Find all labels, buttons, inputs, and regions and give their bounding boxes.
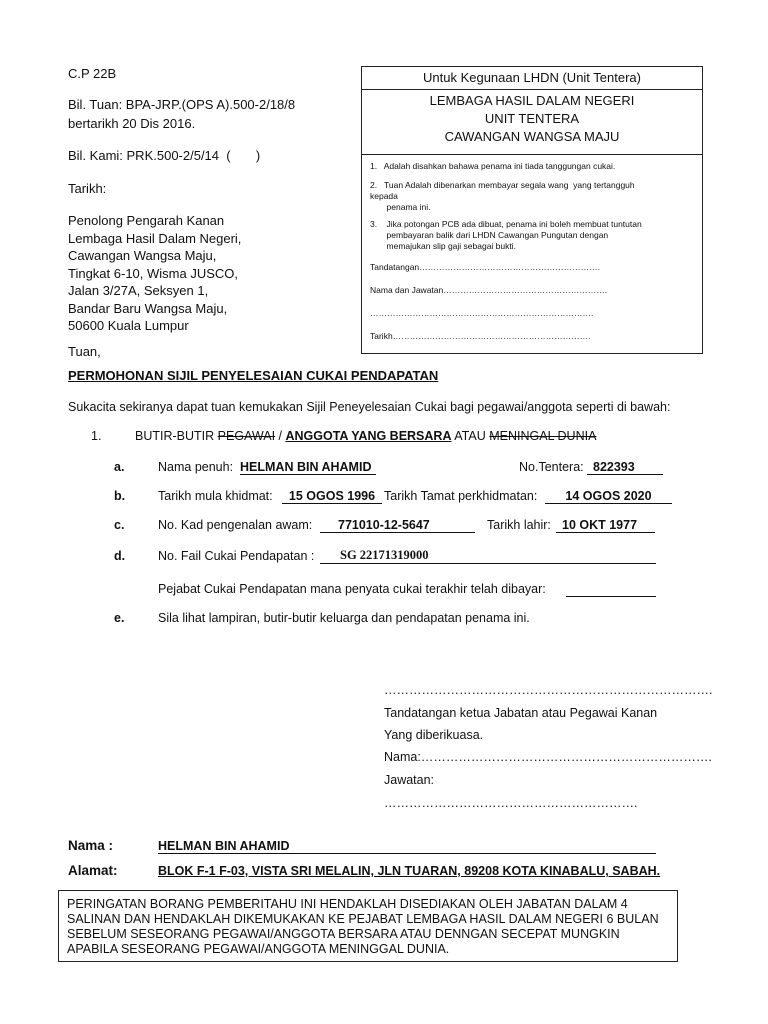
note-2: 2. Tuan Adalah dibenarkan membayar segala wang yang tertangguh bbox=[370, 180, 635, 190]
service-no-value[interactable]: 822393 bbox=[587, 460, 663, 475]
birth-date-label: Tarikh lahir: bbox=[487, 518, 551, 532]
row-letter-c: c. bbox=[114, 518, 125, 532]
note-2-line: penama ini. bbox=[370, 202, 431, 212]
slash: / bbox=[275, 429, 286, 443]
signature-caption-2: Yang diberikuasa. bbox=[384, 728, 484, 742]
note-3-line: memajukan slip gaji sebagai bukti. bbox=[370, 241, 516, 251]
their-reference: Bil. Tuan: BPA-JRP.(OPS A).500-2/18/8 bbox=[68, 97, 296, 112]
note-1: 1. Adalah disahkan bahawa penama ini tiada tanggungan cukai. bbox=[370, 161, 616, 171]
signer-position-label: Jawatan: bbox=[384, 773, 435, 787]
subject-heading: PERMOHONAN SIJIL PENYELESAIAN CUKAI PENDAPATAN bbox=[68, 368, 439, 383]
lhdn-org-block bbox=[362, 90, 702, 155]
signer-position-field[interactable]: ……………………………………………………. bbox=[384, 796, 638, 810]
address-label: Alamat: bbox=[68, 863, 118, 878]
address-line: Jalan 3/27A, Seksyen 1, bbox=[68, 283, 209, 298]
tax-office-field[interactable] bbox=[566, 582, 656, 597]
address-line: Lembaga Hasil Dalam Negeri, bbox=[68, 230, 242, 246]
attachment-note: Sila lihat lampiran, butir-butir keluarga dan pendapatan penama ini. bbox=[158, 611, 530, 625]
row-letter-b: b. bbox=[114, 489, 126, 503]
officer-name-title-field[interactable]: Nama dan Jawatan…………………………………………………. bbox=[370, 285, 608, 295]
struck-option-pegawai: PEGAWAI bbox=[217, 429, 276, 443]
row-letter-e: e. bbox=[114, 611, 125, 625]
item-heading bbox=[135, 429, 596, 443]
head-signature-field[interactable]: ……………………………………………………………………. bbox=[384, 683, 713, 697]
note-2-line: kepada bbox=[370, 191, 398, 201]
row-letter-a: a. bbox=[114, 460, 125, 474]
full-name-value[interactable]: HELMAN BIN AHAMID bbox=[240, 460, 376, 475]
warning-notice: PERINGATAN BORANG PEMBERITAHU INI HENDAKLAH DISEDIAKAN OLEH JABATAN DALAM 4 SALINAN DAN HENDAKLAH DIKEMUKAKAN KE PEJABAT LEMBAGA HASIL DALAM NEGERI 6 BULAN SEBELUM SESEORANG PEGAWAI/ANGGOTA BERSARA ATAU DENNGAN SECEPAT MUNGKIN APABILA SESEORANG PEGAWAI/ANGGOTA MENINGGAL DUNIA. bbox=[58, 890, 678, 962]
ic-number-label: No. Kad pengenalan awam: bbox=[158, 518, 313, 532]
item-number: 1. bbox=[91, 429, 102, 443]
address-line: Bandar Baru Wangsa Maju, bbox=[68, 300, 228, 316]
address-line: Penolong Pengarah Kanan bbox=[68, 213, 225, 228]
struck-option-meninggal: MENINGAL DUNIA bbox=[489, 429, 597, 443]
atau-text: ATAU bbox=[451, 429, 490, 443]
lhdn-box-title: Untuk Kegunaan LHDN (Unit Tentera) bbox=[362, 67, 702, 90]
lhdn-notes bbox=[362, 155, 702, 342]
name-value[interactable]: HELMAN BIN AHAMID bbox=[158, 839, 656, 854]
address-line: 50600 Kuala Lumpur bbox=[68, 318, 189, 333]
intro-text: Sukacita sekiranya dapat tuan kemukakan Sijil Peneyelesaian Cukai bagi pegawai/anggota seperti di bawah: bbox=[68, 400, 671, 414]
service-no-label: No.Tentera: bbox=[519, 460, 584, 474]
officer-signature-field[interactable]: Tandatangan………………………………………………………. bbox=[370, 262, 601, 272]
tax-file-value[interactable]: SG 22171319000 bbox=[320, 548, 656, 564]
service-end-value[interactable]: 14 OGOS 2020 bbox=[545, 489, 672, 504]
date-label: Tarikh: bbox=[68, 181, 107, 196]
note-3-line: pembayaran balik dari LHDN Cawangan Pungutan dengan bbox=[370, 230, 609, 240]
full-name-label: Nama penuh: bbox=[158, 460, 234, 474]
signature-caption: Tandatangan ketua Jabatan atau Pegawai Kanan bbox=[384, 706, 658, 720]
signer-name-field[interactable]: Nama:……………………………………………………………. bbox=[384, 750, 712, 764]
address-line: Cawangan Wangsa Maju, bbox=[68, 248, 217, 263]
item-prefix: BUTIR-BUTIR bbox=[135, 429, 218, 443]
tax-file-label: No. Fail Cukai Pendapatan : bbox=[158, 549, 315, 563]
birth-date-value[interactable]: 10 OKT 1977 bbox=[556, 518, 655, 533]
service-end-label: Tarikh Tamat perkhidmatan: bbox=[384, 489, 538, 503]
our-reference: Bil. Kami: PRK.500-2/5/14 ( ) bbox=[68, 148, 261, 163]
salutation: Tuan, bbox=[68, 344, 101, 359]
address-line: Tingkat 6-10, Wisma JUSCO, bbox=[68, 265, 239, 281]
service-start-value[interactable]: 15 OGOS 1996 bbox=[282, 489, 382, 504]
tax-office-label: Pejabat Cukai Pendapatan mana penyata cukai terakhir telah dibayar: bbox=[158, 582, 546, 596]
note-3: 3. Jika potongan PCB ada dibuat, penama ini boleh membuat tuntutan bbox=[370, 219, 642, 229]
lhdn-office-use-box bbox=[361, 66, 703, 354]
org-line: UNIT TENTERA bbox=[484, 111, 580, 126]
ic-number-value[interactable]: 771010-12-5647 bbox=[320, 518, 475, 533]
officer-date-field[interactable]: Tarikh……………………………………………………………. bbox=[370, 331, 591, 341]
org-line: CAWANGAN WANGSA MAJU bbox=[444, 129, 620, 144]
row-letter-d: d. bbox=[114, 549, 126, 563]
form-reference: C.P 22B bbox=[68, 66, 117, 81]
blank-field[interactable]: ……………………………………………………………………. bbox=[370, 308, 594, 318]
recipient-address bbox=[68, 212, 241, 335]
org-line: LEMBAGA HASIL DALAM NEGERI bbox=[429, 93, 635, 108]
reference-date: bertarikh 20 Dis 2016. bbox=[68, 116, 196, 131]
name-label: Nama : bbox=[68, 838, 114, 853]
selected-option: ANGGOTA YANG BERSARA bbox=[285, 429, 452, 443]
service-start-label: Tarikh mula khidmat: bbox=[158, 489, 273, 503]
address-value[interactable]: BLOK F-1 F-03, VISTA SRI MELALIN, JLN TUARAN, 89208 KOTA KINABALU, SABAH. bbox=[158, 864, 661, 878]
